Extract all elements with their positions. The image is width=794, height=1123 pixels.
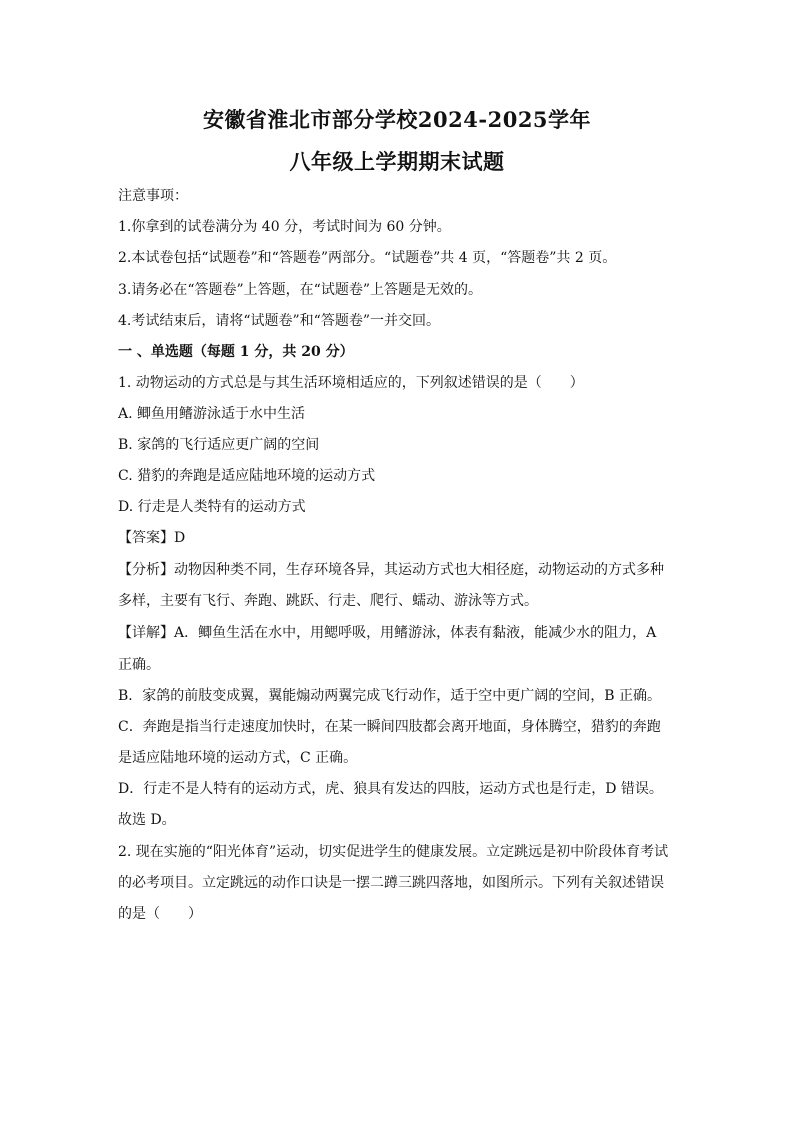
question-1-option-c: C. 猎豹的奔跑是适应陆地环境的运动方式 <box>118 468 376 484</box>
question-2-stem-line-2: 的必考项目。立定跳远的动作口诀是一摆二蹲三跳四落地，如图所示。下列有关叙述错误 <box>118 875 664 891</box>
question-1-detail-line-7: 故选 D。 <box>118 812 176 828</box>
question-1-detail-line-3: B．家鸽的前肢变成翼，翼能煽动两翼完成飞行动作，适于空中更广阔的空间，B 正确。 <box>118 688 662 704</box>
question-1-analysis-line-2: 多样，主要有飞行、奔跑、跳跃、行走、爬行、蠕动、游泳等方式。 <box>118 593 538 609</box>
document-title-line-1: 安徽省淮北市部分学校2024-2025学年 <box>202 107 592 132</box>
document-title-line-2: 八年级上学期期末试题 <box>289 149 505 174</box>
question-2-stem-line-1: 2. 现在实施的“阳光体育”运动，切实促进学生的健康发展。立定跳远是初中阶段体育考试 <box>118 844 669 860</box>
question-1-detail-line-2: 正确。 <box>118 657 160 673</box>
question-1-option-b: B. 家鸽的飞行适应更广阔的空间 <box>118 437 320 453</box>
question-1-option-d: D. 行走是人类特有的运动方式 <box>118 499 306 515</box>
question-1-detail-line-1: 【详解】A．鲫鱼生活在水中，用鳃呼吸，用鳍游泳，体表有黏液，能减少水的阻力，A <box>118 625 657 641</box>
question-1-option-a: A. 鲫鱼用鳍游泳适于水中生活 <box>118 406 306 422</box>
question-1-answer: 【答案】D <box>118 530 186 546</box>
question-2-stem-line-3: 的是（ ） <box>118 906 202 922</box>
question-1-detail-line-5: 是适应陆地环境的运动方式，C 正确。 <box>118 750 358 766</box>
question-1-analysis-line-1: 【分析】动物因种类不同，生存环境各异，其运动方式也大相径庭，动物运动的方式多种 <box>118 562 664 578</box>
question-1-detail-line-6: D．行走不是人特有的运动方式，虎、狼具有发达的四肢，运动方式也是行走，D 错误。 <box>118 781 663 797</box>
note-item-1: 1.你拿到的试卷满分为 40 分，考试时间为 60 分钟。 <box>118 219 451 235</box>
note-item-2: 2.本试卷包括“试题卷”和“答题卷”两部分。“试题卷”共 4 页，“答题卷”共 2 页。 <box>118 250 617 266</box>
notes-heading: 注意事项： <box>118 188 188 204</box>
note-item-4: 4.考试结束后，请将“试题卷”和“答题卷”一并交回。 <box>118 313 440 329</box>
section-heading: 一 、单选题（每题 1 分，共 20 分） <box>118 344 354 360</box>
question-1-detail-line-4: C．奔跑是指当行走速度加快时，在某一瞬间四肢都会离开地面，身体腾空，猎豹的奔跑 <box>118 719 661 735</box>
question-1-stem: 1. 动物运动的方式总是与其生活环境相适应的，下列叙述错误的是（ ） <box>118 375 584 391</box>
note-item-3: 3.请务必在“答题卷”上答题，在“试题卷”上答题是无效的。 <box>118 282 482 298</box>
